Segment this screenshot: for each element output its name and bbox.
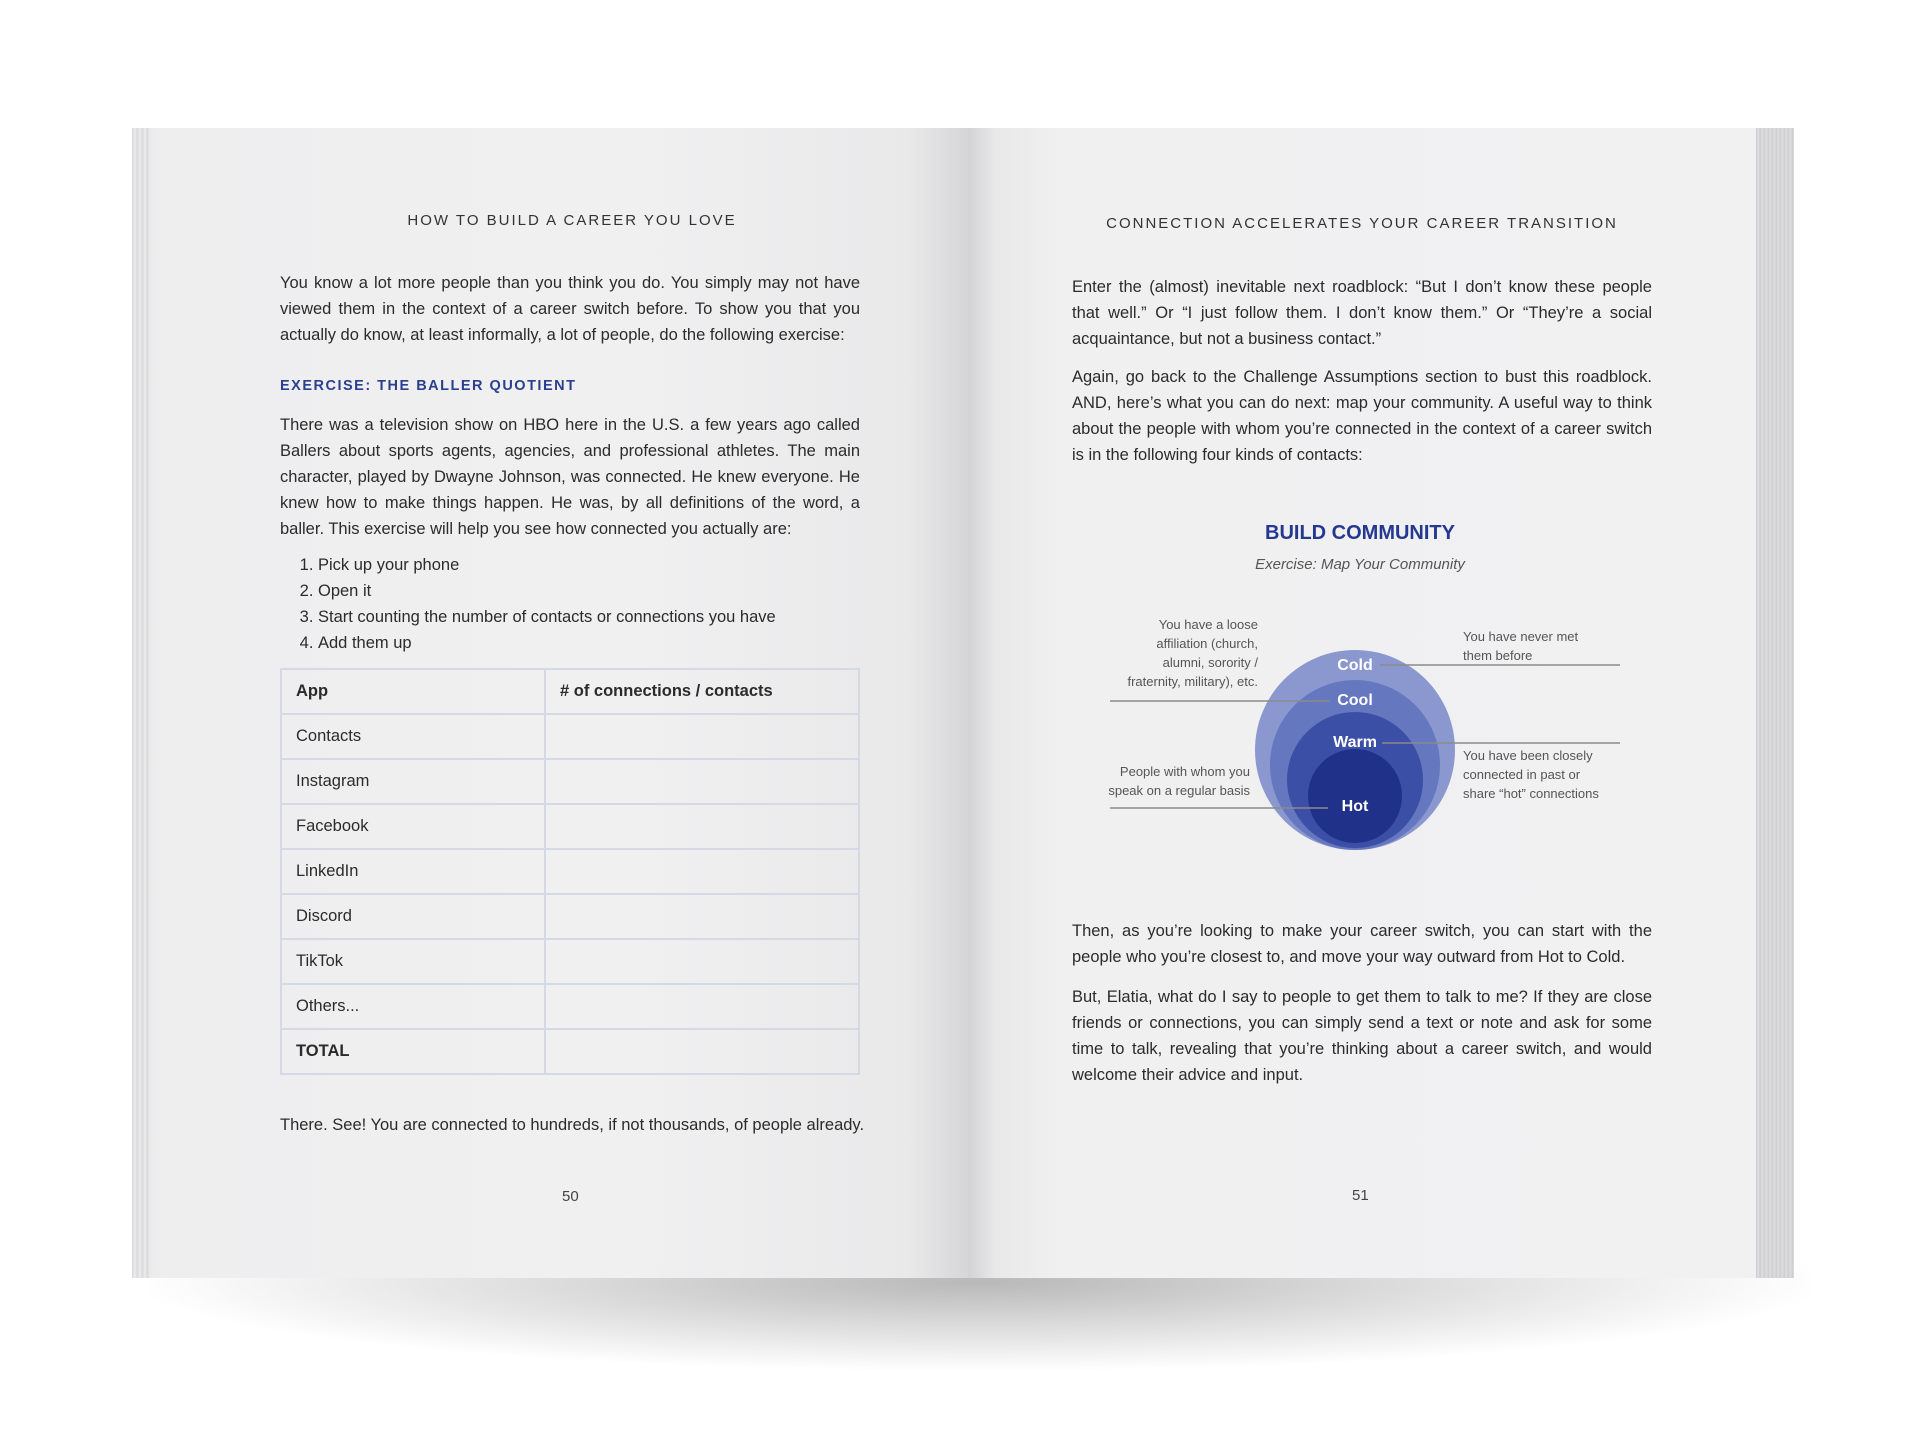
diagram-subtitle: Exercise: Map Your Community (1255, 556, 1465, 573)
step-item: 2. Open it (318, 578, 776, 604)
table-row (281, 804, 859, 849)
total-value-cell[interactable] (545, 1029, 859, 1074)
connections-table (280, 668, 860, 1075)
table-row (281, 714, 859, 759)
header-app: App (281, 669, 545, 714)
cold-callout (1463, 629, 1579, 663)
intro-paragraph: You know a lot more people than you think you do. You simply may not have viewed them in the context of a career switch before. To show you that you actually do know, at least informally, a lot of people, do the following exercise: (280, 274, 860, 344)
left-page-number: 50 (562, 1188, 579, 1205)
total-label: TOTAL (281, 1029, 545, 1074)
step-item: 1. Pick up your phone (318, 552, 776, 578)
row-value-cell[interactable] (545, 804, 859, 849)
hot-to-cold-paragraph: Then, as you’re looking to make your career switch, you can start with the people who you’re closest to, and move your way outward from Hot to Cold. (1072, 922, 1652, 966)
table-total-row (281, 1029, 859, 1074)
ring-hot (1308, 749, 1402, 843)
exercise-paragraph: There was a television show on HBO here in the U.S. a few years ago called Ballers about sports agents, agencies, and professional athletes. The main character, played by Dwayne Johnson, was connected. He knew everyone. He knew how to make things happen. He was, by all definitions of the word, a baller. This exercise will help you see how connected you actually are: (280, 416, 860, 538)
steps-list (282, 552, 776, 656)
left-running-head: HOW TO BUILD A CAREER YOU LOVE (407, 212, 737, 229)
callout-line: You have never met (1463, 629, 1579, 644)
callout-line: speak on a regular basis (1108, 783, 1250, 798)
community-diagram (1090, 600, 1650, 870)
warm-callout (1463, 748, 1599, 801)
table-row (281, 984, 859, 1029)
row-value-cell[interactable] (545, 984, 859, 1029)
callout-line: connected in past or (1463, 767, 1581, 782)
roadblock-paragraph: Enter the (almost) inevitable next roadblock: “But I don’t know these people that well.” Or “I just follow them. I don’t know them.” Or “They’re a social acquaintance, but not a business contact.” (1072, 278, 1652, 348)
ring-label-hot: Hot (1341, 798, 1369, 815)
row-label: LinkedIn (281, 849, 545, 894)
header-connections: # of connections / contacts (545, 669, 859, 714)
right-running-head: CONNECTION ACCELERATES YOUR CAREER TRANSITION (1106, 215, 1618, 232)
callout-line: You have been closely (1463, 748, 1593, 763)
row-value-cell[interactable] (545, 759, 859, 804)
ring-label-warm: Warm (1333, 734, 1377, 751)
row-label: Facebook (281, 804, 545, 849)
table-row (281, 849, 859, 894)
row-value-cell[interactable] (545, 894, 859, 939)
row-label: Contacts (281, 714, 545, 759)
what-to-say-paragraph: But, Elatia, what do I say to people to get them to talk to me? If they are close friends or connections, you can simply send a text or note and ask for some time to talk, revealing that you’re thinking about a career switch, and would welcome their advice and input. (1072, 988, 1652, 1084)
left-page-edges (132, 128, 150, 1278)
ring-label-cold: Cold (1337, 657, 1373, 674)
map-community-paragraph: Again, go back to the Challenge Assumptions section to bust this roadblock. AND, here’s what you can do next: map your community. A useful way to think about the people with whom you’re connected in the context of a career switch is in the following four kinds of contacts: (1072, 368, 1652, 464)
exercise-title: EXERCISE: THE BALLER QUOTIENT (280, 378, 577, 394)
row-label: Instagram (281, 759, 545, 804)
table-header-row (281, 669, 859, 714)
step-item: 3. Start counting the number of contacts or connections you have (318, 604, 776, 630)
callout-line: alumni, sorority / (1162, 655, 1258, 670)
row-value-cell[interactable] (545, 849, 859, 894)
table-row (281, 894, 859, 939)
table-row (281, 759, 859, 804)
cool-callout (1127, 617, 1258, 689)
closing-paragraph: There. See! You are connected to hundreds, if not thousands, of people already. (280, 1116, 865, 1134)
row-label: Others... (281, 984, 545, 1029)
table-row (281, 939, 859, 984)
callout-line: affiliation (church, (1156, 636, 1258, 651)
row-value-cell[interactable] (545, 714, 859, 759)
step-item: 4. Add them up (318, 630, 776, 656)
callout-line: fraternity, military), etc. (1127, 674, 1258, 689)
diagram-title: BUILD COMMUNITY (1265, 522, 1455, 544)
row-label: TikTok (281, 939, 545, 984)
callout-line: them before (1463, 648, 1533, 663)
callout-line: People with whom you (1119, 764, 1250, 779)
hot-callout (1108, 764, 1250, 798)
right-page-number: 51 (1352, 1187, 1369, 1204)
right-page-edges (1756, 128, 1794, 1278)
callout-line: You have a loose (1158, 617, 1258, 632)
row-label: Discord (281, 894, 545, 939)
row-value-cell[interactable] (545, 939, 859, 984)
ring-label-cool: Cool (1337, 692, 1373, 709)
callout-line: share “hot” connections (1463, 786, 1599, 801)
